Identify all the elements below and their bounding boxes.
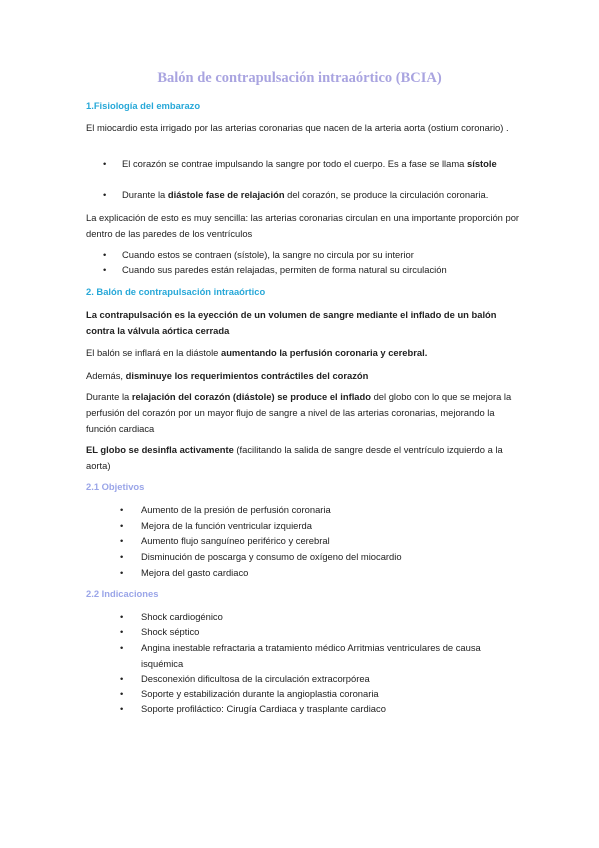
bullet-marker: • [103, 158, 107, 169]
bullet-marker: • [103, 189, 107, 200]
bullet-marker: • [120, 688, 124, 699]
section-1-bullet-2 [122, 187, 532, 203]
bullet-marker: • [120, 567, 124, 578]
document-title: Balón de contrapulsación intraaórtico (BCIA) [157, 70, 442, 86]
paragraph-text: del globo con lo que se mejora la perfusión del corazón por un mayor flujo de sangre a nivel de las arterias coronarias, mejorando la función cardiaca [86, 391, 512, 434]
list-item: Aumento de la presión de perfusión coronaria [141, 504, 331, 515]
list-item: Soporte profiláctico: Cirugía Cardiaca y trasplante cardiaco [141, 703, 386, 714]
list-item: Angina inestable refractaria a tratamiento médico Arritmias ventriculares de causa isquémica [141, 642, 481, 669]
section-2-paragraph-5 [86, 442, 526, 474]
list-item: Shock cardiogénico [141, 611, 223, 622]
section-1-list2-item-2: Cuando sus paredes están relajadas, permiten de forma natural su circulación [122, 264, 447, 275]
section-1-paragraph-1: El miocardio esta irrigado por las arterias coronarias que nacen de la arteria aorta (ostium coronario) . [86, 122, 509, 133]
bullet-marker: • [103, 264, 107, 275]
list-item: Shock séptico [141, 626, 200, 637]
section-2-paragraph-3 [86, 368, 526, 384]
paragraph-bold-text: aumentando la perfusión coronaria y cerebral. [220, 347, 428, 358]
bullet-marker: • [120, 611, 124, 622]
section-2-paragraph-1: La contrapulsación es la eyección de un volumen de sangre mediante el inflado de un balón contra la válvula aórtica cerrada [86, 309, 497, 336]
list-item: Soporte y estabilización durante la angioplastia coronaria [141, 688, 379, 699]
list-item: Mejora de la función ventricular izquierda [141, 520, 312, 531]
paragraph-text: Además, [86, 370, 126, 381]
bullet-text: del corazón, se produce la circulación coronaria. [284, 189, 489, 200]
bullet-text: Durante la [122, 189, 168, 200]
bullet-marker: • [120, 673, 124, 684]
section-2-heading: 2. Balón de contrapulsación intraaórtico [86, 286, 266, 297]
list-item: Mejora del gasto cardiaco [141, 567, 249, 578]
list-item: Desconexión dificultosa de la circulación extracorpórea [141, 673, 370, 684]
section-2-paragraph-4 [86, 389, 526, 437]
section-2-2-heading: 2.2 Indicaciones [86, 588, 159, 599]
bullet-marker: • [120, 703, 124, 714]
section-1-heading: 1.Fisiología del embarazo [86, 100, 201, 111]
bullet-marker: • [103, 249, 107, 260]
section-2-1-heading: 2.1 Objetivos [86, 481, 145, 492]
section-1-bullet-1 [122, 156, 522, 172]
section-2-paragraph-2 [86, 345, 526, 361]
paragraph-bold-text: EL globo se desinfla activamente [86, 444, 234, 455]
paragraph-text: Durante la [86, 391, 132, 402]
section-1-list2-item-1: Cuando estos se contraen (sístole), la sangre no circula por su interior [122, 249, 414, 260]
bullet-marker: • [120, 504, 124, 515]
bullet-bold-text: diástole fase de relajación [167, 189, 285, 200]
paragraph-bold-text: disminuye los requerimientos contráctiles del corazón [125, 370, 369, 381]
bullet-bold-text: sístole [467, 158, 497, 169]
section-1-paragraph-2: La explicación de esto es muy sencilla: las arterias coronarias circulan en una importante proporción por dentro de las paredes de los ventrículos [86, 212, 520, 239]
list-item: Disminución de poscarga y consumo de oxígeno del miocardio [141, 551, 402, 562]
list-item: Aumento flujo sanguíneo periférico y cerebral [141, 535, 330, 546]
bullet-text: El corazón se contrae impulsando la sangre por todo el cuerpo. Es a fase se llama [122, 158, 467, 169]
bullet-marker: • [120, 520, 124, 531]
bullet-marker: • [120, 642, 124, 653]
bullet-marker: • [120, 551, 124, 562]
paragraph-text: (facilitando la salida de sangre desde el ventrículo izquierdo a la aorta) [86, 444, 503, 471]
paragraph-bold-text: relajación del corazón (diástole) se produce el inflado [131, 391, 371, 402]
bullet-marker: • [120, 626, 124, 637]
paragraph-text: El balón se inflará en la diástole [86, 347, 221, 358]
bullet-marker: • [120, 535, 124, 546]
